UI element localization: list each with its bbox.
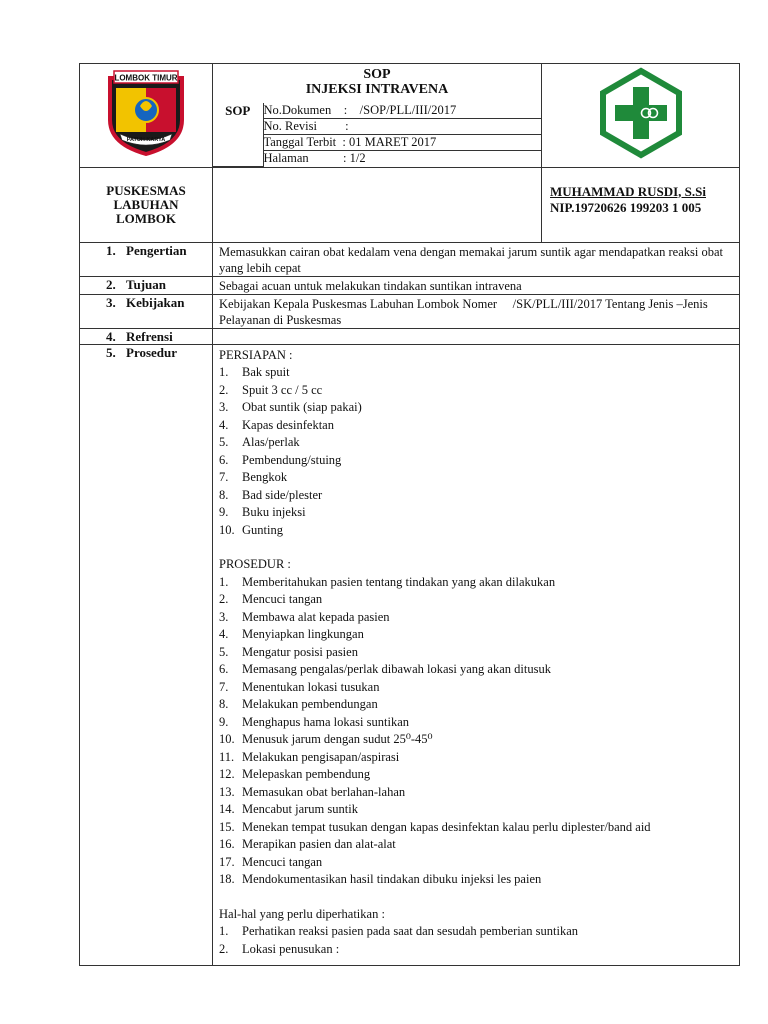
section-number: 2.: [106, 276, 116, 292]
list-item-number: 16.: [219, 837, 235, 851]
doc-type-title: SOP: [363, 67, 391, 82]
list-item: [219, 382, 735, 400]
list-item-text: Menentukan lokasi tusukan: [242, 679, 380, 694]
list-item-number: 2.: [219, 941, 229, 956]
list-item: [219, 487, 735, 505]
list-item: [219, 469, 735, 487]
list-item: [219, 399, 735, 417]
perhatian-list: [219, 923, 735, 958]
list-item: [219, 574, 735, 592]
persiapan-heading: PERSIAPAN :: [219, 347, 293, 362]
list-item-text: Alas/perlak: [242, 435, 300, 449]
list-item: [219, 749, 735, 767]
list-item-text: Melakukan pembendungan: [242, 697, 378, 711]
list-item: [219, 417, 735, 435]
list-item-text: Melakukan pengisapan/aspirasi: [242, 749, 400, 764]
section-body-pengertian: Memasukkan cairan obat kedalam vena dengan memakai jarum suntik agar mendapatkan reaksi obat yang lebih cepat: [213, 242, 740, 276]
list-item-number: 6.: [219, 662, 229, 676]
list-item: [219, 696, 735, 714]
section-number: 1.: [106, 242, 116, 258]
list-item-number: 1.: [219, 924, 229, 938]
signer-cell: [542, 167, 740, 242]
list-item: [219, 731, 735, 749]
list-item-number: 8.: [219, 487, 229, 502]
section-label: Kebijakan: [126, 294, 185, 310]
list-item-number: 3.: [219, 609, 229, 624]
list-item-number: 9.: [219, 505, 229, 519]
crest-motto-text: PATUH KARYA: [126, 137, 166, 144]
list-item: [219, 644, 735, 662]
lombok-timur-crest-icon: [104, 70, 188, 156]
list-item: [219, 714, 735, 732]
prosedur-heading: PROSEDUR :: [219, 557, 291, 571]
list-item: [219, 836, 735, 854]
list-item-text: Kapas desinfektan: [242, 417, 334, 432]
section-body-refrensi: [213, 328, 740, 344]
list-item-number: 7.: [219, 679, 229, 694]
list-item-text: Memasang pengalas/perlak dibawah lokasi yang akan ditusuk: [242, 662, 551, 676]
list-item-text: Mengatur posisi pasien: [242, 644, 358, 659]
list-item: [219, 434, 735, 452]
list-item-text: Lokasi penusukan :: [242, 941, 340, 956]
list-item-number: 15.: [219, 819, 235, 834]
page-row: Halaman : 1/2: [263, 151, 541, 167]
list-item: [219, 609, 735, 627]
list-item-text: Membawa alat kepada pasien: [242, 609, 390, 624]
org-name-line: LABUHAN: [113, 196, 179, 212]
doc-info-table: [213, 103, 541, 167]
list-item-text: Bengkok: [242, 470, 288, 484]
list-item: [219, 819, 735, 837]
list-item-text: Perhatikan reaksi pasien pada saat dan sesudah pemberian suntikan: [242, 924, 578, 938]
puskesmas-logo-icon: [595, 67, 687, 159]
organization-cell: [80, 167, 213, 242]
list-item-text: Melepaskan pembendung: [242, 767, 371, 781]
list-item-number: 5.: [219, 644, 229, 659]
section-label-pengertian: [80, 242, 213, 276]
list-item-number: 17.: [219, 854, 235, 869]
list-item: [219, 504, 735, 522]
org-name-line: PUSKESMAS: [106, 182, 186, 198]
district-logo-cell: [80, 64, 213, 168]
list-item: [219, 661, 735, 679]
section-label-kebijakan: [80, 294, 213, 328]
list-item-text: Merapikan pasien dan alat-alat: [242, 837, 396, 851]
list-item-text: Menghapus hama lokasi suntikan: [242, 714, 409, 729]
list-item-number: 14.: [219, 802, 235, 816]
sop-label: SOP: [213, 103, 263, 166]
section-label: Refrensi: [126, 328, 173, 344]
list-item-text: Memberitahukan pasien tentang tindakan yang akan dilakukan: [242, 574, 556, 589]
list-item-text: Menyiapkan lingkungan: [242, 627, 364, 641]
section-label-prosedur: [80, 344, 213, 965]
persiapan-list: [219, 364, 735, 539]
list-item-number: 3.: [219, 400, 229, 414]
perhatian-heading: Hal-hal yang perlu diperhatikan :: [219, 906, 385, 921]
list-item: [219, 854, 735, 872]
list-item-text: Gunting: [242, 522, 283, 537]
list-item-text: Bak spuit: [242, 365, 290, 379]
list-item: [219, 591, 735, 609]
doc-title: INJEKSI INTRAVENA: [305, 82, 449, 97]
list-item-text: Menekan tempat tusukan dengan kapas desinfektan kalau perlu diplester/band aid: [242, 819, 651, 834]
crest-top-text: LOMBOK TIMUR: [114, 73, 178, 83]
list-item-number: 13.: [219, 784, 235, 799]
section-label: Prosedur: [126, 344, 178, 360]
list-item: [219, 626, 735, 644]
list-item-number: 8.: [219, 697, 229, 711]
sop-table: [79, 63, 740, 966]
list-item-number: 12.: [219, 767, 235, 781]
list-item-number: 4.: [219, 627, 229, 641]
section-body-tujuan: Sebagai acuan untuk melakukan tindakan suntikan intravena: [213, 276, 740, 294]
list-item-number: 6.: [219, 452, 229, 467]
list-item: [219, 784, 735, 802]
list-item-text: Spuit 3 cc / 5 cc: [242, 382, 323, 397]
list-item: [219, 522, 735, 540]
issue-date-row: Tanggal Terbit : 01 MARET 2017: [263, 135, 541, 151]
list-item: [219, 766, 735, 784]
section-number: 3.: [106, 294, 116, 310]
title-cell: [213, 64, 542, 168]
list-item-text: Obat suntik (siap pakai): [242, 400, 362, 414]
section-number: 4.: [106, 328, 116, 344]
section-label-refrensi: [80, 328, 213, 344]
prosedur-list: [219, 574, 735, 889]
list-item: [219, 679, 735, 697]
list-item: [219, 871, 735, 889]
list-item-text: Mencuci tangan: [242, 592, 323, 606]
list-item-text: Mendokumentasikan hasil tindakan dibuku injeksi les paien: [242, 872, 542, 886]
list-item: [219, 364, 735, 382]
blank-header-cell: [213, 167, 542, 242]
org-name-line: LOMBOK: [116, 210, 176, 226]
list-item: [219, 941, 735, 959]
list-item-text: Pembendung/stuing: [242, 452, 342, 467]
revision-row: No. Revisi :: [263, 119, 541, 135]
list-item-text: Buku injeksi: [242, 505, 306, 519]
list-item-number: 1.: [219, 365, 229, 379]
list-item-text: Bad side/plester: [242, 487, 323, 502]
list-item-text: Mencabut jarum suntik: [242, 802, 358, 816]
list-item-number: 10.: [219, 732, 235, 746]
list-item-text: Memasukan obat berlahan-lahan: [242, 784, 406, 799]
list-item: [219, 923, 735, 941]
list-item: [219, 801, 735, 819]
list-item-number: 2.: [219, 382, 229, 397]
list-item-number: 11.: [219, 749, 235, 764]
list-item-number: 5.: [219, 435, 229, 449]
list-item-text: Menusuk jarum dengan sudut 25⁰-45⁰: [242, 732, 433, 746]
list-item-number: 7.: [219, 470, 229, 484]
puskesmas-logo-cell: [542, 64, 740, 168]
list-item-number: 9.: [219, 714, 229, 729]
list-item-text: Mencuci tangan: [242, 854, 323, 869]
signer-name: MUHAMMAD RUSDI, S.Si: [550, 183, 706, 199]
section-label: Tujuan: [126, 276, 166, 292]
section-body-prosedur: [213, 344, 740, 965]
list-item-number: 10.: [219, 522, 235, 537]
list-item-number: 2.: [219, 592, 229, 606]
section-number: 5.: [106, 344, 116, 360]
section-body-kebijakan: Kebijakan Kepala Puskesmas Labuhan Lombok Nomer /SK/PLL/III/2017 Tentang Jenis –Jenis Pelayanan di Puskesmas: [213, 294, 740, 328]
section-label: Pengertian: [126, 242, 187, 258]
doc-number-row: No.Dokumen : /SOP/PLL/III/2017: [263, 103, 541, 119]
section-label-tujuan: [80, 276, 213, 294]
signer-nip: NIP.19720626 199203 1 005: [550, 199, 702, 215]
list-item-number: 1.: [219, 574, 229, 589]
list-item-number: 4.: [219, 417, 229, 432]
list-item: [219, 452, 735, 470]
list-item-number: 18.: [219, 872, 235, 886]
